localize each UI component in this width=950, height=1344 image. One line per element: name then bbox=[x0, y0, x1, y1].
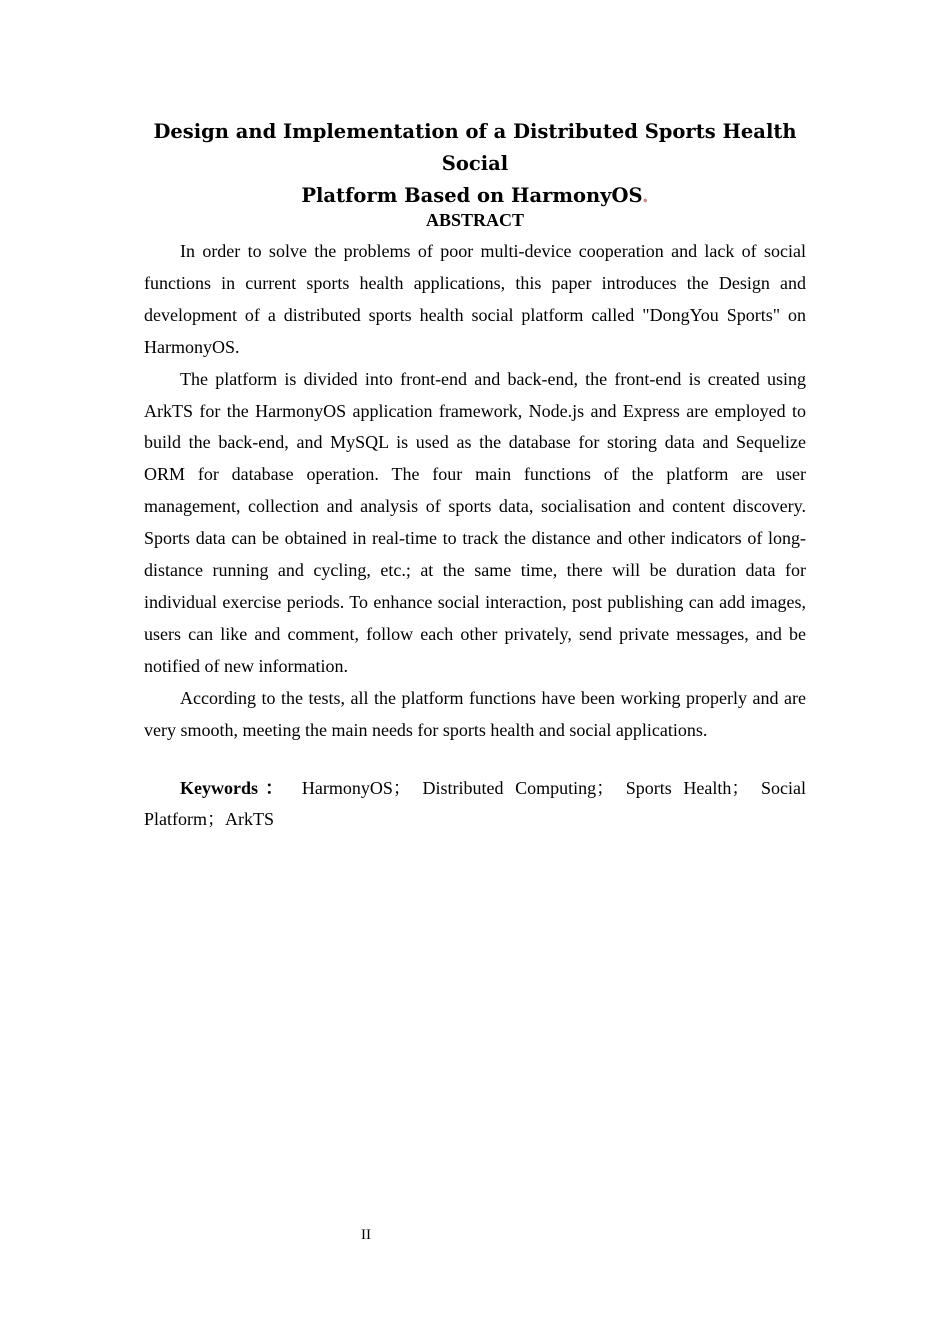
keywords-label: Keywords： bbox=[180, 778, 291, 798]
keywords-list: HarmonyOS； Distributed Computing； Sports Health； Social Platform；ArkTS bbox=[144, 778, 806, 829]
paper-title-line-1: Design and Implementation of a Distributed Sports Health Social bbox=[153, 120, 797, 175]
abstract-paragraph-1: In order to solve the problems of poor multi-device cooperation and lack of social functions in current sports health applications, this paper introduces the Design and development of a distributed sports health social platform called "DongYou Sports" on HarmonyOS. bbox=[144, 241, 806, 357]
title-trailing-mark: . bbox=[641, 184, 649, 207]
keywords-line bbox=[144, 773, 806, 835]
abstract-heading: ABSTRACT bbox=[425, 210, 525, 230]
paper-title-line-2: Platform Based on HarmonyOS bbox=[301, 184, 642, 207]
page-number: II bbox=[361, 1227, 371, 1243]
abstract-body bbox=[144, 236, 806, 747]
paper-title bbox=[144, 116, 806, 212]
abstract-paragraph-2: The platform is divided into front-end and back-end, the front-end is created using ArkTS for the HarmonyOS application framework, Node.js and Express are employed to build the back-end, and MySQL is used as the database for storing data and Sequelize ORM for database operation. The four main functions of the platform are user management, collection and analysis of sports data, socialisation and content discovery. Sports data can be obtained in real-time to track the distance and other indicators of long-distance running and cycling, etc.; at the same time, there will be duration data for individual exercise periods. To enhance social interaction, post publishing can add images, users can like and comment, follow each other privately, send private messages, and be notified of new information. bbox=[144, 368, 806, 676]
abstract-paragraph-3: According to the tests, all the platform functions have been working properly and are very smooth, meeting the main needs for sports health and social applications. bbox=[144, 687, 806, 740]
